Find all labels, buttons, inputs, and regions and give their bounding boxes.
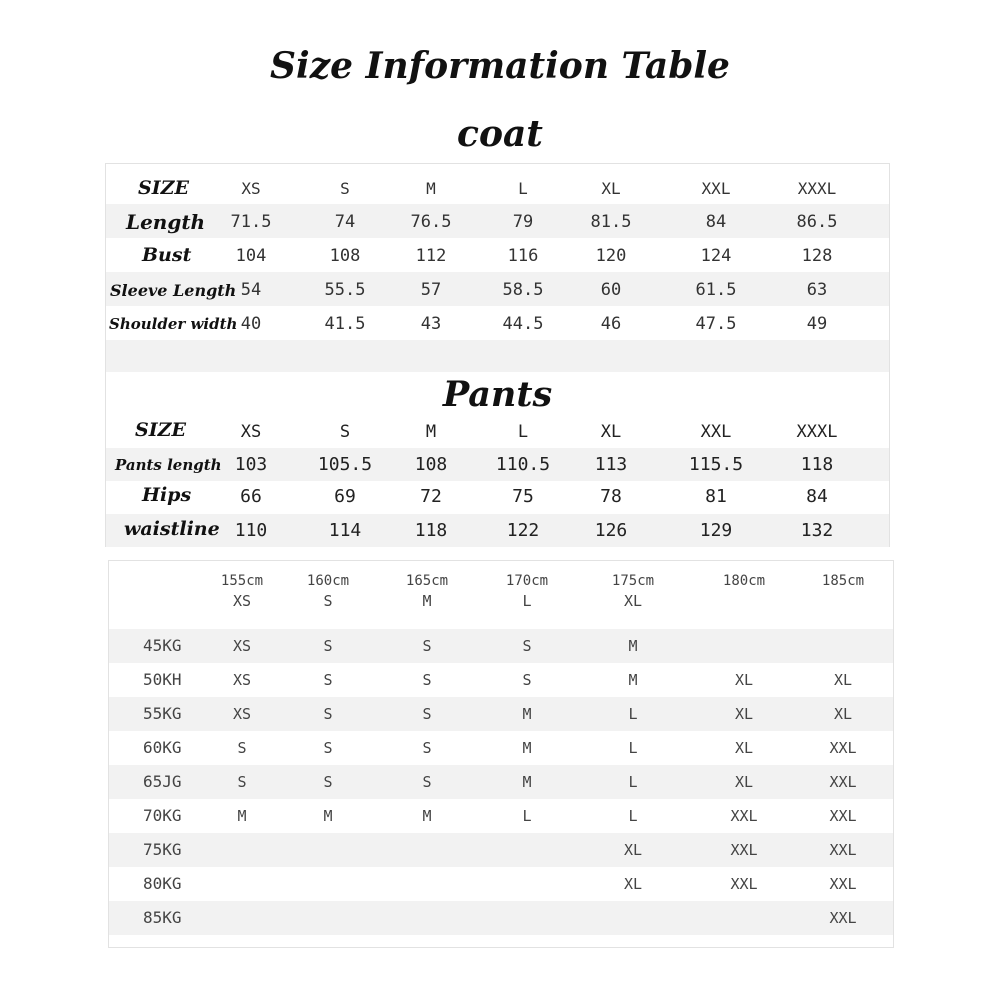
height-column-header [221, 571, 263, 611]
coat-cell: 74 [334, 212, 356, 232]
height-column-header [723, 571, 765, 591]
size-cell: XXL [829, 841, 857, 859]
size-cell: L [522, 807, 532, 825]
pants-cell: 110.5 [495, 454, 551, 475]
coat-header-row [106, 170, 889, 204]
pants-cell: 118 [800, 454, 834, 475]
height-label: 160cm [306, 573, 350, 589]
pants-size-m: M [425, 422, 437, 442]
pants-row-label: Hips [142, 484, 192, 506]
height-column-header [307, 571, 349, 611]
size-cell: M [323, 807, 333, 825]
coat-size-m: M [426, 179, 436, 198]
coat-row-length [106, 204, 889, 238]
weight-row [109, 765, 893, 799]
height-label: 175cm [611, 573, 655, 589]
pants-size-header: SIZE [135, 419, 186, 441]
coat-cell: 43 [420, 314, 442, 334]
weight-row [109, 663, 893, 697]
height-size-label: L [522, 592, 532, 610]
coat-cell: 41.5 [324, 314, 366, 334]
pants-header-row [106, 414, 889, 448]
coat-cell: 108 [329, 246, 361, 266]
size-cell: XL [734, 739, 754, 757]
pants-size-table [105, 372, 890, 547]
size-cell: XL [833, 705, 853, 723]
size-cell: S [323, 671, 333, 689]
coat-table-spacer [106, 340, 889, 374]
coat-size-l: L [518, 179, 528, 198]
size-cell: S [323, 739, 333, 757]
pants-size-xs: XS [240, 422, 262, 442]
pants-cell: 69 [334, 486, 356, 507]
coat-size-xs: XS [241, 179, 261, 198]
size-cell: XL [833, 671, 853, 689]
weight-row [109, 697, 893, 731]
size-cell: S [237, 773, 247, 791]
pants-cell: 78 [600, 486, 622, 507]
coat-cell: 55.5 [324, 280, 366, 300]
pants-cell: 84 [806, 486, 828, 507]
weight-label: 50KH [143, 670, 182, 689]
height-column-header [822, 571, 864, 591]
pants-cell: 108 [414, 454, 448, 475]
size-cell: S [237, 739, 247, 757]
coat-cell: 128 [801, 246, 833, 266]
pants-size-xxl: XXL [700, 422, 732, 442]
pants-size-s: S [339, 422, 351, 442]
pants-cell: 118 [414, 520, 448, 541]
size-cell: XXL [829, 773, 857, 791]
coat-row-sleeve-length [106, 272, 889, 306]
pants-size-l: L [517, 422, 529, 442]
coat-cell: 86.5 [796, 212, 838, 232]
size-cell: XL [734, 671, 754, 689]
pants-cell: 132 [800, 520, 834, 541]
size-cell: S [323, 705, 333, 723]
pants-cell: 75 [512, 486, 534, 507]
weight-row [109, 731, 893, 765]
pants-cell: 105.5 [317, 454, 373, 475]
size-cell: XL [623, 841, 643, 859]
size-cell: XXL [829, 875, 857, 893]
size-cell: S [323, 773, 333, 791]
coat-cell: 104 [235, 246, 267, 266]
height-label: 155cm [220, 573, 264, 589]
coat-cell: 57 [420, 280, 442, 300]
coat-row-shoulder-width [106, 306, 889, 340]
weight-row [109, 629, 893, 663]
coat-cell: 47.5 [695, 314, 737, 334]
coat-row-label: Sleeve Length [110, 281, 237, 300]
pants-row-label: waistline [124, 518, 220, 540]
weight-label: 85KG [143, 908, 182, 927]
pants-cell: 122 [506, 520, 540, 541]
height-column-header [406, 571, 448, 611]
pants-row-waistline [106, 514, 889, 547]
coat-cell: 60 [600, 280, 622, 300]
pants-cell: 115.5 [688, 454, 744, 475]
weight-label: 45KG [143, 636, 182, 655]
coat-cell: 49 [806, 314, 828, 334]
size-cell: S [522, 637, 532, 655]
coat-cell: 81.5 [590, 212, 632, 232]
coat-size-xxl: XXL [701, 179, 731, 198]
pants-size-xxxl: XXXL [796, 422, 838, 442]
size-cell: XL [623, 875, 643, 893]
coat-cell: 44.5 [502, 314, 544, 334]
pants-cell: 72 [420, 486, 442, 507]
size-cell: XL [734, 773, 754, 791]
coat-cell: 71.5 [230, 212, 272, 232]
height-column-header [506, 571, 548, 611]
coat-cell: 76.5 [410, 212, 452, 232]
height-column-header [612, 571, 654, 611]
pants-cell: 81 [705, 486, 727, 507]
size-cell: XS [232, 671, 252, 689]
coat-cell: 84 [705, 212, 727, 232]
coat-row-label: Shoulder width [109, 315, 238, 333]
pants-cell: 103 [234, 454, 268, 475]
pants-section-title: Pants [442, 374, 553, 415]
size-cell: S [323, 637, 333, 655]
weight-label: 80KG [143, 874, 182, 893]
size-cell: M [522, 773, 532, 791]
weight-label: 65JG [143, 772, 182, 791]
size-cell: S [422, 671, 432, 689]
weight-row [109, 867, 893, 901]
height-size-label: XS [232, 592, 252, 610]
coat-row-bust [106, 238, 889, 272]
pants-row-hips [106, 480, 889, 513]
height-label: 170cm [505, 573, 549, 589]
pants-cell: 129 [699, 520, 733, 541]
pants-cell: 66 [240, 486, 262, 507]
coat-row-label: Bust [142, 244, 192, 266]
size-cell: M [237, 807, 247, 825]
size-cell: L [628, 705, 638, 723]
coat-cell: 54 [240, 280, 262, 300]
size-cell: S [422, 705, 432, 723]
size-cell: XL [734, 705, 754, 723]
weight-label: 75KG [143, 840, 182, 859]
coat-size-xl: XL [601, 179, 621, 198]
weight-label: 55KG [143, 704, 182, 723]
height-label: 180cm [722, 573, 766, 589]
page-title: Size Information Table [270, 45, 730, 87]
size-cell: M [522, 739, 532, 757]
coat-size-xxxl: XXXL [797, 179, 837, 198]
pants-row-label: Pants length [115, 456, 222, 474]
size-cell: XXL [829, 739, 857, 757]
size-cell: S [522, 671, 532, 689]
size-cell: M [628, 637, 638, 655]
height-size-label: XL [623, 592, 643, 610]
size-cell: M [422, 807, 432, 825]
height-label: 185cm [821, 573, 865, 589]
pants-cell: 113 [594, 454, 628, 475]
size-cell: XXL [829, 909, 857, 927]
size-cell: XXL [730, 807, 758, 825]
coat-cell: 58.5 [502, 280, 544, 300]
coat-cell: 116 [507, 246, 539, 266]
coat-cell: 46 [600, 314, 622, 334]
coat-row-label: Length [126, 210, 206, 234]
height-label: 165cm [405, 573, 449, 589]
weight-row [109, 901, 893, 935]
weight-row [109, 799, 893, 833]
pants-row-pants-length [106, 448, 889, 481]
coat-cell: 63 [806, 280, 828, 300]
pants-cell: 110 [234, 520, 268, 541]
size-cell: S [422, 739, 432, 757]
height-size-label: S [323, 592, 333, 610]
coat-section-title: coat [457, 113, 543, 155]
size-cell: XXL [829, 807, 857, 825]
pants-size-xl: XL [600, 422, 622, 442]
size-cell: S [422, 637, 432, 655]
coat-cell: 61.5 [695, 280, 737, 300]
height-weight-size-chart [108, 560, 894, 948]
size-cell: L [628, 739, 638, 757]
size-cell: S [422, 773, 432, 791]
weight-label: 60KG [143, 738, 182, 757]
weight-row [109, 833, 893, 867]
size-cell: XXL [730, 841, 758, 859]
coat-cell: 40 [240, 314, 262, 334]
pants-cell: 126 [594, 520, 628, 541]
height-size-label: M [422, 592, 432, 610]
size-cell: L [628, 773, 638, 791]
size-cell: XXL [730, 875, 758, 893]
pants-cell: 114 [328, 520, 362, 541]
coat-size-table [105, 163, 890, 373]
weight-label: 70KG [143, 806, 182, 825]
coat-size-s: S [340, 179, 350, 198]
coat-size-header: SIZE [138, 177, 189, 199]
size-cell: M [522, 705, 532, 723]
coat-cell: 124 [700, 246, 732, 266]
coat-cell: 79 [512, 212, 534, 232]
size-cell: XS [232, 705, 252, 723]
coat-cell: 120 [595, 246, 627, 266]
size-cell: M [628, 671, 638, 689]
size-cell: XS [232, 637, 252, 655]
size-cell: L [628, 807, 638, 825]
coat-cell: 112 [415, 246, 447, 266]
